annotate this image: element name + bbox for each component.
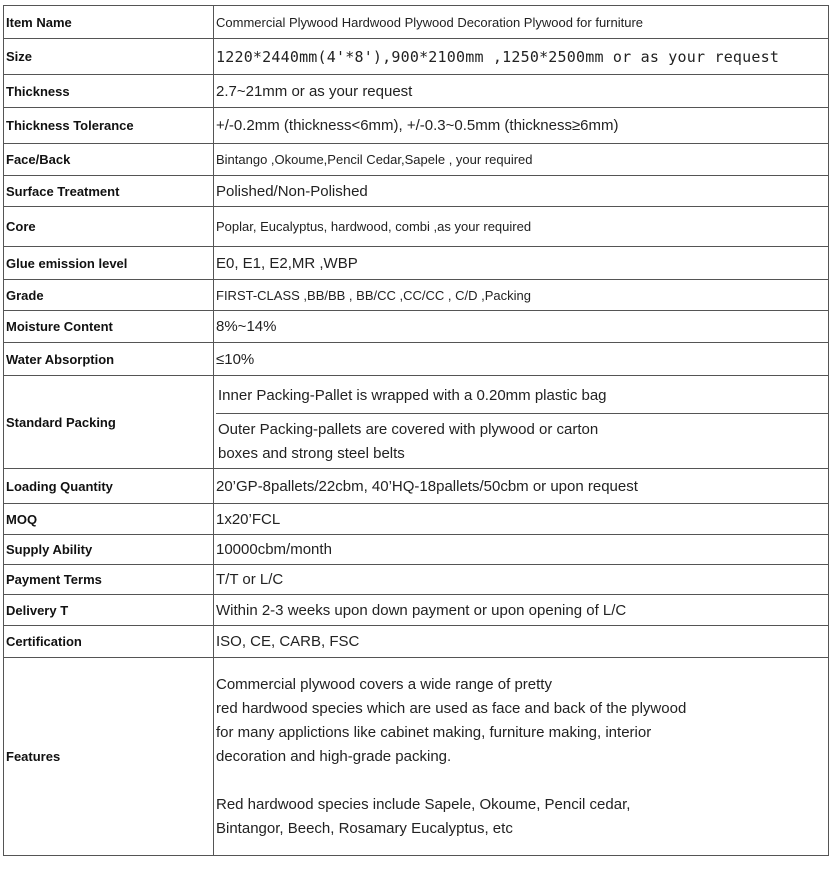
table-row — [4, 658, 829, 856]
paragraph-gap — [216, 769, 828, 793]
row-value: 10000cbm/month — [214, 535, 829, 565]
row-value: FIRST-CLASS ,BB/BB , BB/CC ,CC/CC , C/D ,Packing — [214, 280, 829, 311]
row-value: 20’GP-8pallets/22cbm, 40’HQ-18pallets/50cbm or upon request — [214, 469, 829, 504]
row-value: Within 2-3 weeks upon down payment or upon opening of L/C — [214, 595, 829, 626]
row-value: Poplar, Eucalyptus, hardwood, combi ,as your required — [214, 207, 829, 247]
table-row — [4, 75, 829, 108]
outer-packing — [216, 414, 828, 466]
table-row — [4, 6, 829, 39]
row-label: Size — [4, 39, 214, 75]
row-label: Thickness Tolerance — [4, 108, 214, 144]
features-line: Bintangor, Beech, Rosamary Eucalyptus, etc — [216, 819, 513, 837]
row-value: 1x20’FCL — [214, 504, 829, 535]
row-value: ISO, CE, CARB, FSC — [214, 626, 829, 658]
row-value: E0, E1, E2,MR ,WBP — [214, 247, 829, 280]
row-label: Thickness — [4, 75, 214, 108]
inner-packing — [216, 379, 828, 414]
features-line: Red hardwood species include Sapele, Okoume, Pencil cedar, — [216, 795, 631, 813]
row-label: Certification — [4, 626, 214, 658]
row-label: Surface Treatment — [4, 176, 214, 207]
table-row — [4, 280, 829, 311]
row-label: Face/Back — [4, 144, 214, 176]
spec-table — [3, 5, 829, 856]
row-label: Item Name — [4, 6, 214, 39]
row-label: Moisture Content — [4, 311, 214, 343]
table-row — [4, 376, 829, 469]
table-row — [4, 39, 829, 75]
table-row — [4, 565, 829, 595]
outer-packing-line: Outer Packing-pallets are covered with plywood or carton — [218, 420, 599, 438]
row-value: 1220*2440mm(4'*8'),900*2100mm ,1250*2500mm or as your request — [214, 39, 829, 75]
table-row — [4, 108, 829, 144]
row-value: ≤10% — [214, 343, 829, 376]
row-label: Loading Quantity — [4, 469, 214, 504]
features-cell — [214, 658, 829, 856]
table-row — [4, 626, 829, 658]
row-label: Glue emission level — [4, 247, 214, 280]
table-row — [4, 469, 829, 504]
row-value: T/T or L/C — [214, 565, 829, 595]
features-line: red hardwood species which are used as face and back of the plywood — [216, 699, 687, 717]
row-value: 8%~14% — [214, 311, 829, 343]
table-row — [4, 595, 829, 626]
row-label: Supply Ability — [4, 535, 214, 565]
features-line: Commercial plywood covers a wide range of pretty — [216, 675, 552, 693]
table-row — [4, 144, 829, 176]
table-row — [4, 207, 829, 247]
row-label: Standard Packing — [4, 376, 214, 469]
inner-packing-text: Inner Packing-Pallet is wrapped with a 0.20mm plastic bag — [218, 387, 607, 404]
table-row — [4, 311, 829, 343]
table-row — [4, 247, 829, 280]
row-value: Polished/Non-Polished — [214, 176, 829, 207]
table-row — [4, 535, 829, 565]
row-label: Core — [4, 207, 214, 247]
row-value: Bintango ,Okoume,Pencil Cedar,Sapele , your required — [214, 144, 829, 176]
outer-packing-line: boxes and strong steel belts — [218, 444, 405, 462]
row-label: Water Absorption — [4, 343, 214, 376]
row-label: Payment Terms — [4, 565, 214, 595]
table-row — [4, 176, 829, 207]
row-label: Grade — [4, 280, 214, 311]
table-row — [4, 343, 829, 376]
row-label: Delivery T — [4, 595, 214, 626]
packing-cell — [214, 376, 829, 469]
features-line: for many applictions like cabinet making, furniture making, interior — [216, 723, 652, 741]
row-value: 2.7~21mm or as your request — [214, 75, 829, 108]
table-row — [4, 504, 829, 535]
row-label: Features — [4, 658, 214, 856]
row-value: Commercial Plywood Hardwood Plywood Decoration Plywood for furniture — [214, 6, 829, 39]
features-line: decoration and high-grade packing. — [216, 747, 452, 765]
row-value: +/-0.2mm (thickness<6mm), +/-0.3~0.5mm (thickness≥6mm) — [214, 108, 829, 144]
row-label: MOQ — [4, 504, 214, 535]
